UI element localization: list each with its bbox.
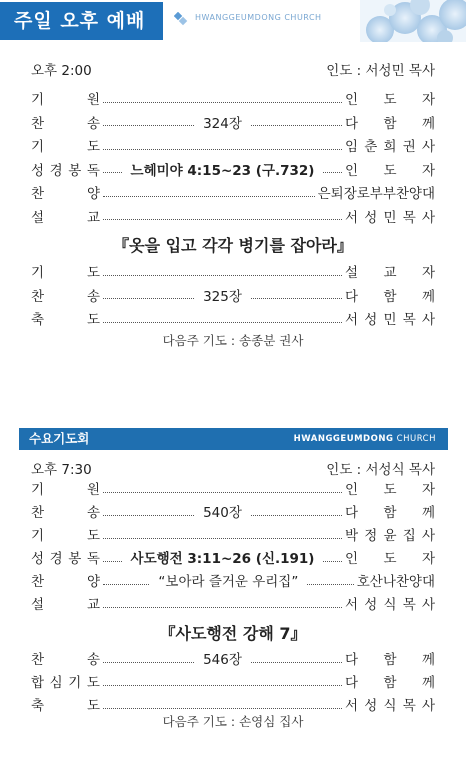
order-person: 설 교 자	[345, 265, 435, 281]
order-row	[31, 671, 435, 691]
order-person: 임 춘 희 권 사	[345, 139, 435, 155]
order-row	[31, 285, 435, 305]
order-label: 기 도	[31, 265, 100, 281]
dot-leader	[103, 196, 315, 197]
dot-leader	[103, 685, 342, 686]
dot-leader	[103, 125, 194, 126]
order-detail: 540장	[203, 505, 242, 521]
next-week-prayer: 다음주 기도 : 손영심 집사	[162, 714, 304, 729]
order-detail: 325장	[203, 288, 242, 305]
order-person: 다 함 께	[345, 675, 435, 691]
order-label: 기 도	[31, 528, 100, 544]
next-week-prayer: 다음주 기도 : 송종분 권사	[162, 333, 304, 348]
service-leader: 인도 : 서성민 목사	[326, 63, 435, 79]
order-row	[31, 206, 435, 226]
dot-leader	[103, 708, 342, 709]
sermon-title: 『옷을 입고 각각 병기를 잡아라』	[113, 236, 353, 255]
order-row	[31, 135, 435, 155]
order-person: 서 성 식 목 사	[345, 698, 435, 714]
dot-leader	[103, 584, 149, 585]
order-person: 호산나찬양대	[356, 574, 436, 590]
dot-leader	[103, 172, 122, 173]
order-person: 박 정 윤 집 사	[345, 528, 435, 544]
order-label: 기 원	[31, 92, 100, 108]
dot-leader	[103, 492, 342, 493]
dot-leader	[251, 515, 342, 516]
dot-leader	[103, 298, 194, 299]
order-row	[31, 547, 435, 567]
order-detail: 사도행전 3:11~26 (신.191)	[130, 551, 315, 567]
dot-leader	[251, 298, 342, 299]
order-label: 축 도	[31, 698, 100, 714]
order-row	[31, 593, 435, 613]
order-row	[31, 570, 435, 590]
service-meta	[31, 59, 435, 79]
order-person: 인 도 자	[345, 162, 435, 179]
service-leader: 인도 : 서성식 목사	[326, 462, 435, 478]
dot-leader	[103, 275, 342, 276]
service-time: 오후 7:30	[31, 462, 92, 478]
section-title: 수요기도회	[29, 431, 90, 446]
dot-leader	[307, 584, 353, 585]
order-row	[31, 112, 435, 132]
dot-leader	[103, 149, 342, 150]
section-title: 주일 오후 예배	[0, 2, 163, 40]
church-logo-icon	[174, 12, 188, 26]
wednesday-prayer-header	[19, 428, 448, 450]
order-row	[31, 308, 435, 328]
order-person: 인 도 자	[345, 482, 435, 498]
order-row	[31, 182, 435, 202]
church-name: HWANGGEUMDONG CHURCH	[293, 434, 436, 444]
order-person: 은퇴장로부부찬양대	[317, 186, 435, 202]
order-row	[31, 648, 435, 668]
order-label: 설 교	[31, 209, 100, 226]
order-person: 다 함 께	[345, 505, 435, 521]
order-detail: “보아라 즐거운 우리집”	[158, 574, 299, 590]
order-label: 설 교	[31, 597, 100, 613]
dot-leader	[103, 662, 194, 663]
order-label: 찬 양	[31, 574, 100, 590]
order-detail: 324장	[203, 115, 242, 132]
dot-leader	[103, 607, 342, 608]
order-person: 서 성 민 목 사	[345, 312, 435, 328]
dot-leader	[251, 125, 342, 126]
dot-leader	[103, 515, 194, 516]
order-person: 서 성 식 목 사	[345, 597, 435, 613]
dot-leader	[103, 102, 342, 103]
order-row	[31, 478, 435, 498]
order-person: 서 성 민 목 사	[345, 209, 435, 226]
order-label: 성 경 봉 독	[31, 162, 100, 179]
dot-leader	[103, 538, 342, 539]
order-row	[31, 501, 435, 521]
sermon-title: 『사도행전 강해 7』	[159, 624, 307, 643]
service-meta	[31, 458, 435, 478]
order-row	[31, 261, 435, 281]
order-person: 인 도 자	[345, 92, 435, 108]
order-label: 찬 송	[31, 652, 100, 668]
order-person: 다 함 께	[345, 288, 435, 305]
order-label: 찬 양	[31, 186, 100, 202]
order-detail: 느헤미야 4:15~23 (구.732)	[130, 162, 315, 179]
order-label: 합 심 기 도	[31, 675, 100, 691]
hydrangea-decoration-icon	[360, 0, 466, 42]
church-name: HWANGGEUMDONG CHURCH	[195, 13, 322, 22]
order-person: 다 함 께	[345, 652, 435, 668]
dot-leader	[103, 561, 122, 562]
sunday-service-header	[0, 0, 466, 42]
order-row	[31, 524, 435, 544]
dot-leader	[103, 322, 342, 323]
dot-leader	[103, 219, 342, 220]
service-time: 오후 2:00	[31, 63, 92, 79]
order-label: 찬 송	[31, 288, 100, 305]
dot-leader	[251, 662, 342, 663]
order-person: 다 함 께	[345, 115, 435, 132]
order-label: 찬 송	[31, 505, 100, 521]
order-row	[31, 88, 435, 108]
order-detail: 546장	[203, 652, 242, 668]
order-label: 축 도	[31, 312, 100, 328]
order-label: 찬 송	[31, 115, 100, 132]
order-row	[31, 159, 435, 179]
dot-leader	[323, 561, 342, 562]
order-label: 기 도	[31, 139, 100, 155]
order-label: 기 원	[31, 482, 100, 498]
order-label: 성 경 봉 독	[31, 551, 100, 567]
order-row	[31, 694, 435, 714]
dot-leader	[323, 172, 342, 173]
order-person: 인 도 자	[345, 551, 435, 567]
